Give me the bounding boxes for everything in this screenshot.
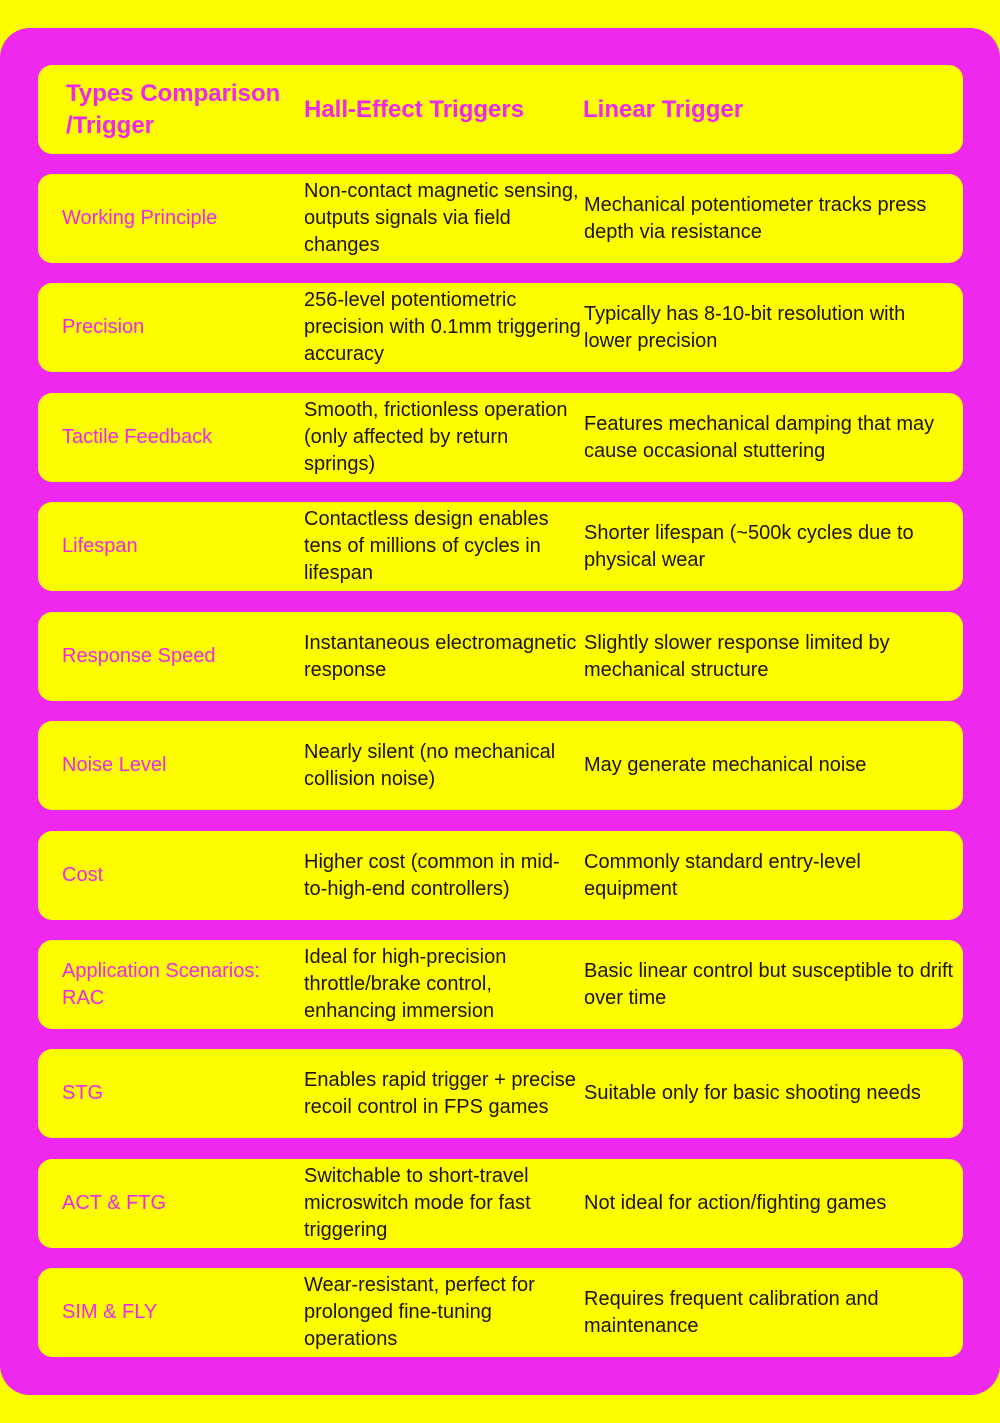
header-hall-effect: Hall-Effect Triggers bbox=[304, 95, 525, 123]
row-label: Lifespan bbox=[62, 535, 138, 557]
row-label: Noise Level bbox=[62, 754, 167, 776]
hall-effect-value: Ideal for high-precision throttle/brake control, enhancing immersion bbox=[304, 946, 507, 1022]
hall-effect-value: Wear-resistant, perfect for prolonged fine-tuning operations bbox=[304, 1274, 535, 1350]
hall-effect-value: Instantaneous electromagnetic response bbox=[304, 631, 577, 681]
linear-trigger-value: Features mechanical damping that may cause occasional stuttering bbox=[584, 412, 935, 462]
linear-trigger-value: Commonly standard entry-level equipment bbox=[584, 850, 861, 900]
table-row-sim-fly bbox=[38, 1268, 963, 1357]
table-row-cost bbox=[38, 831, 963, 920]
table-row-tactile-feedback bbox=[38, 393, 963, 482]
hall-effect-value: Higher cost (common in mid-to-high-end controllers) bbox=[304, 850, 560, 900]
row-label: Response Speed bbox=[62, 645, 216, 667]
row-label: STG bbox=[62, 1082, 104, 1104]
hall-effect-value: Non-contact magnetic sensing, outputs signals via field changes bbox=[304, 180, 579, 256]
linear-trigger-value: Slightly slower response limited by mechanical structure bbox=[584, 631, 890, 681]
hall-effect-value: 256-level potentiometric precision with 0.1mm triggering accuracy bbox=[304, 289, 581, 365]
linear-trigger-value: Shorter lifespan (~500k cycles due to physical wear bbox=[584, 521, 914, 571]
hall-effect-value: Switchable to short-travel microswitch mode for fast triggering bbox=[304, 1165, 531, 1241]
row-label: Application Scenarios: RAC bbox=[62, 959, 260, 1009]
linear-trigger-value: Basic linear control but susceptible to drift over time bbox=[584, 959, 954, 1009]
table-row-lifespan bbox=[38, 502, 963, 591]
table-row-stg bbox=[38, 1049, 963, 1138]
linear-trigger-value: Mechanical potentiometer tracks press depth via resistance bbox=[584, 193, 927, 243]
hall-effect-value: Smooth, frictionless operation (only affected by return springs) bbox=[304, 399, 568, 475]
hall-effect-value: Contactless design enables tens of millions of cycles in lifespan bbox=[304, 508, 549, 584]
row-label: Cost bbox=[62, 864, 104, 886]
linear-trigger-value: Suitable only for basic shooting needs bbox=[584, 1082, 921, 1104]
table-row-act-ftg bbox=[38, 1159, 963, 1248]
table-row-precision bbox=[38, 283, 963, 372]
comparison-panel bbox=[0, 28, 1000, 1395]
header-types-comparison: Types Comparison /Trigger bbox=[66, 79, 281, 139]
linear-trigger-value: Typically has 8-10-bit resolution with lower precision bbox=[584, 302, 906, 352]
linear-trigger-value: Requires frequent calibration and maintenance bbox=[584, 1287, 879, 1337]
hall-effect-value: Nearly silent (no mechanical collision noise) bbox=[304, 740, 556, 790]
table-row-working-principle bbox=[38, 174, 963, 263]
linear-trigger-value: May generate mechanical noise bbox=[584, 754, 867, 776]
row-label: SIM & FLY bbox=[62, 1301, 158, 1323]
row-label: Tactile Feedback bbox=[62, 426, 213, 448]
table-row-response-speed bbox=[38, 612, 963, 701]
hall-effect-value: Enables rapid trigger + precise recoil control in FPS games bbox=[304, 1068, 576, 1118]
table-row-application-rac bbox=[38, 940, 963, 1029]
row-label: Precision bbox=[62, 316, 145, 338]
table-header-row bbox=[38, 65, 963, 154]
row-label: Working Principle bbox=[62, 207, 218, 229]
linear-trigger-value: Not ideal for action/fighting games bbox=[584, 1192, 887, 1214]
row-label: ACT & FTG bbox=[62, 1192, 167, 1214]
header-linear-trigger: Linear Trigger bbox=[583, 95, 744, 123]
table-row-noise-level bbox=[38, 721, 963, 810]
